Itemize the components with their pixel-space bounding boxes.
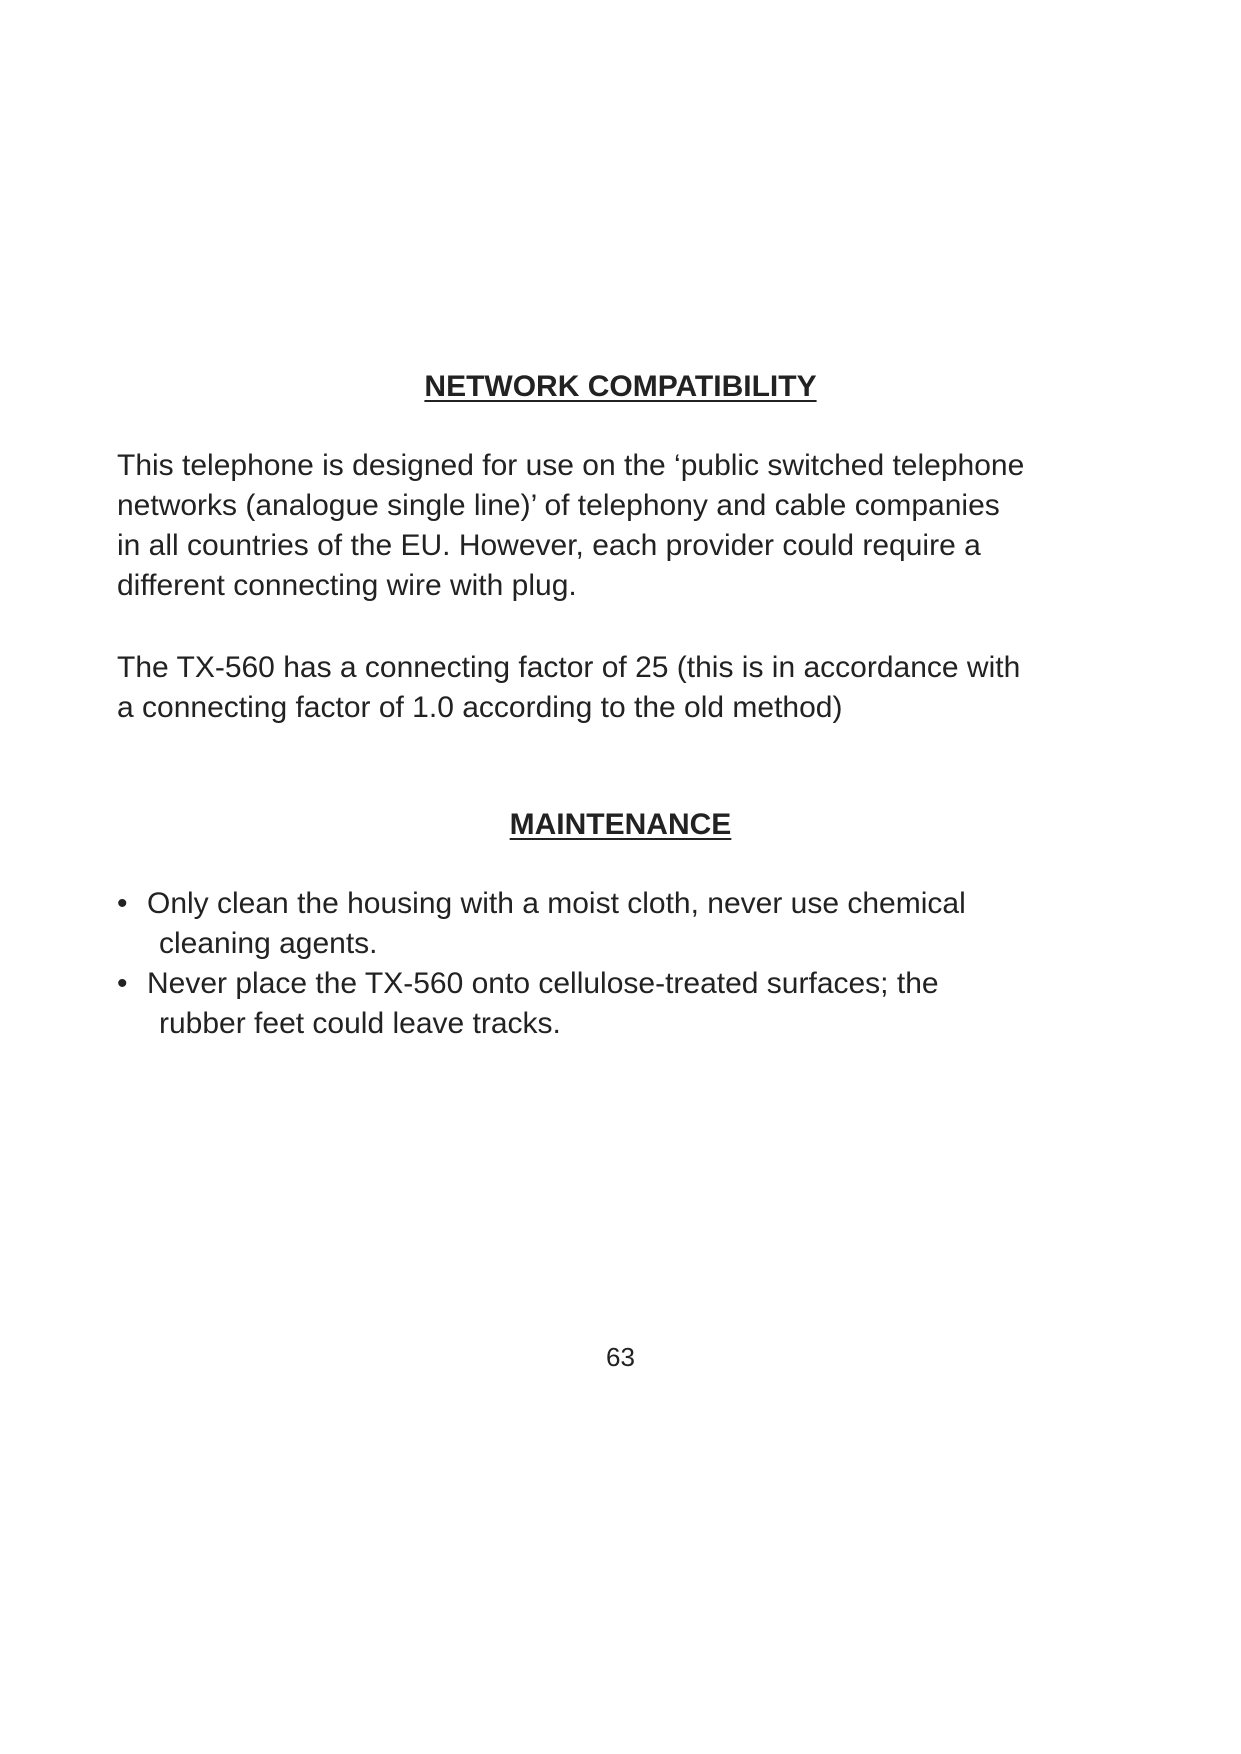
maintenance-heading: MAINTENANCE xyxy=(509,808,732,841)
page-number: 63 xyxy=(606,1342,635,1372)
text-line: a connecting factor of 1.0 according to the old method) xyxy=(117,691,843,724)
list-item-text: cleaning agents. xyxy=(159,927,378,960)
list-item xyxy=(117,884,1147,964)
text-line: in all countries of the EU. However, each provider could require a xyxy=(117,529,981,562)
text-line: networks (analogue single line)’ of telephony and cable companies xyxy=(117,489,1000,522)
maintenance-list xyxy=(117,884,1147,1044)
list-item-text: Only clean the housing with a moist cloth, never use chemical xyxy=(147,887,966,920)
list-item xyxy=(117,964,1147,1044)
text-line: The TX-560 has a connecting factor of 25 (this is in accordance with xyxy=(117,651,1021,684)
text-line: different connecting wire with plug. xyxy=(117,569,577,602)
bullet-icon: • xyxy=(117,887,128,920)
network-compatibility-heading: NETWORK COMPATIBILITY xyxy=(424,370,817,403)
text-line: This telephone is designed for use on the ‘public switched telephone xyxy=(117,449,1025,482)
list-item-text: Never place the TX-560 onto cellulose-treated surfaces; the xyxy=(147,967,939,1000)
bullet-icon: • xyxy=(117,967,128,1000)
network-paragraph-2 xyxy=(117,648,1147,728)
network-paragraph-1 xyxy=(117,446,1147,606)
list-item-text: rubber feet could leave tracks. xyxy=(159,1007,561,1040)
